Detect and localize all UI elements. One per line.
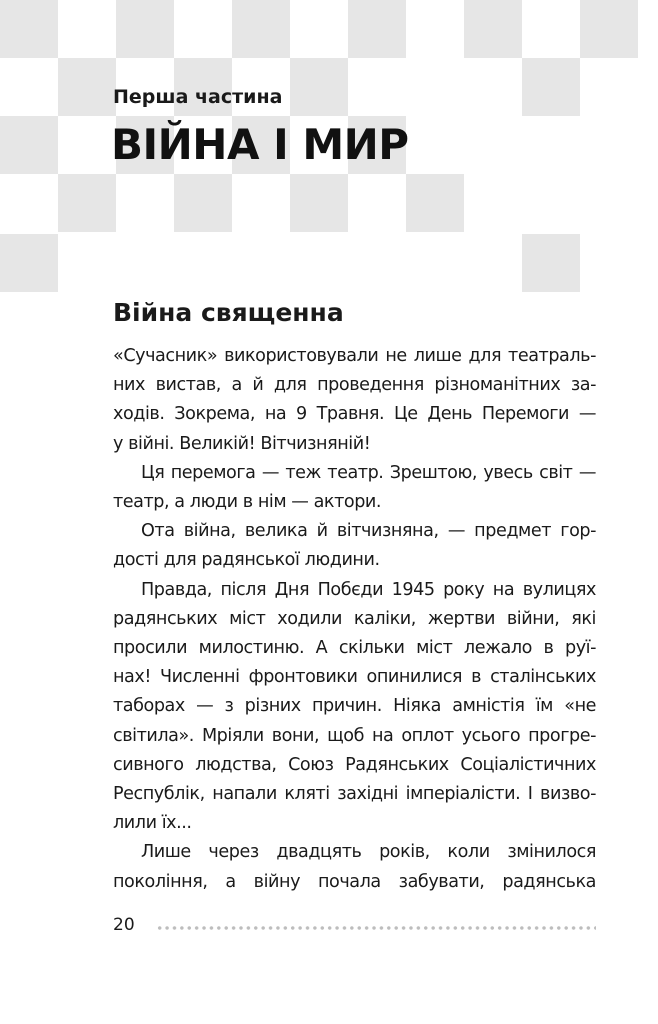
decor-square	[0, 234, 58, 292]
text-line: сивного людства, Союз Радянських Соціалістичних	[113, 754, 596, 775]
paragraph	[113, 517, 596, 575]
decor-square	[522, 234, 580, 292]
text-line: ходів. Зокрема, на 9 Травня. Це День Перемоги —	[113, 404, 596, 425]
text-line: Республік, напали кляті західні імперіалісти. І визво-	[113, 784, 596, 805]
decor-square	[0, 0, 58, 58]
decor-square	[174, 174, 232, 232]
body-text	[113, 342, 596, 897]
dotted-rule	[156, 926, 596, 930]
decor-square	[58, 58, 116, 116]
decor-square	[232, 0, 290, 58]
decor-square	[580, 0, 638, 58]
part-label: Перша частина	[113, 86, 283, 108]
decor-square	[290, 58, 348, 116]
page-number: 20	[113, 915, 135, 935]
section-title: Війна священна	[113, 298, 344, 327]
text-line: Лише через двадцять років, коли змінилося	[141, 842, 596, 863]
decor-square	[116, 0, 174, 58]
text-line: них вистав, а й для проведення різноманітних за-	[113, 375, 596, 396]
text-line: Правда, після Дня Побєди 1945 року на вулицях	[141, 579, 596, 600]
paragraph	[113, 576, 596, 839]
paragraph	[113, 838, 596, 896]
decor-square	[0, 116, 58, 174]
text-line: радянських міст ходили каліки, жертви війни, які	[113, 608, 596, 629]
text-line: Ця перемога — теж театр. Зрештою, увесь світ —	[141, 462, 596, 483]
paragraph	[113, 459, 596, 517]
text-line: таборах — з різних причин. Ніяка амністія їм «не	[113, 696, 596, 717]
decor-square	[522, 58, 580, 116]
text-line: покоління, а війну почала забувати, радянська	[113, 871, 596, 892]
text-line: у війні. Великій! Вітчизняній!	[113, 433, 371, 454]
text-line: Ота війна, велика й вітчизняна, — предмет гор-	[141, 521, 596, 542]
text-line: просили милостиню. А скільки міст лежало в руї-	[113, 638, 596, 659]
text-line: світила». Мріяли вони, щоб на оплот усього прогре-	[113, 725, 596, 746]
decor-square	[58, 174, 116, 232]
text-line: лили їх...	[113, 813, 192, 834]
text-line: театр, а люди в нім — актори.	[113, 492, 382, 513]
decor-square	[348, 0, 406, 58]
part-title: ВІЙНА І МИР	[111, 120, 409, 169]
decor-square	[464, 0, 522, 58]
paragraph	[113, 342, 596, 459]
decor-square	[406, 174, 464, 232]
decor-square	[290, 174, 348, 232]
text-line: «Сучасник» використовували не лише для театраль-	[113, 346, 596, 366]
text-line: дості для радянської людини.	[113, 550, 380, 571]
text-line: нах! Численні фронтовики опинилися в сталінських	[113, 667, 596, 688]
